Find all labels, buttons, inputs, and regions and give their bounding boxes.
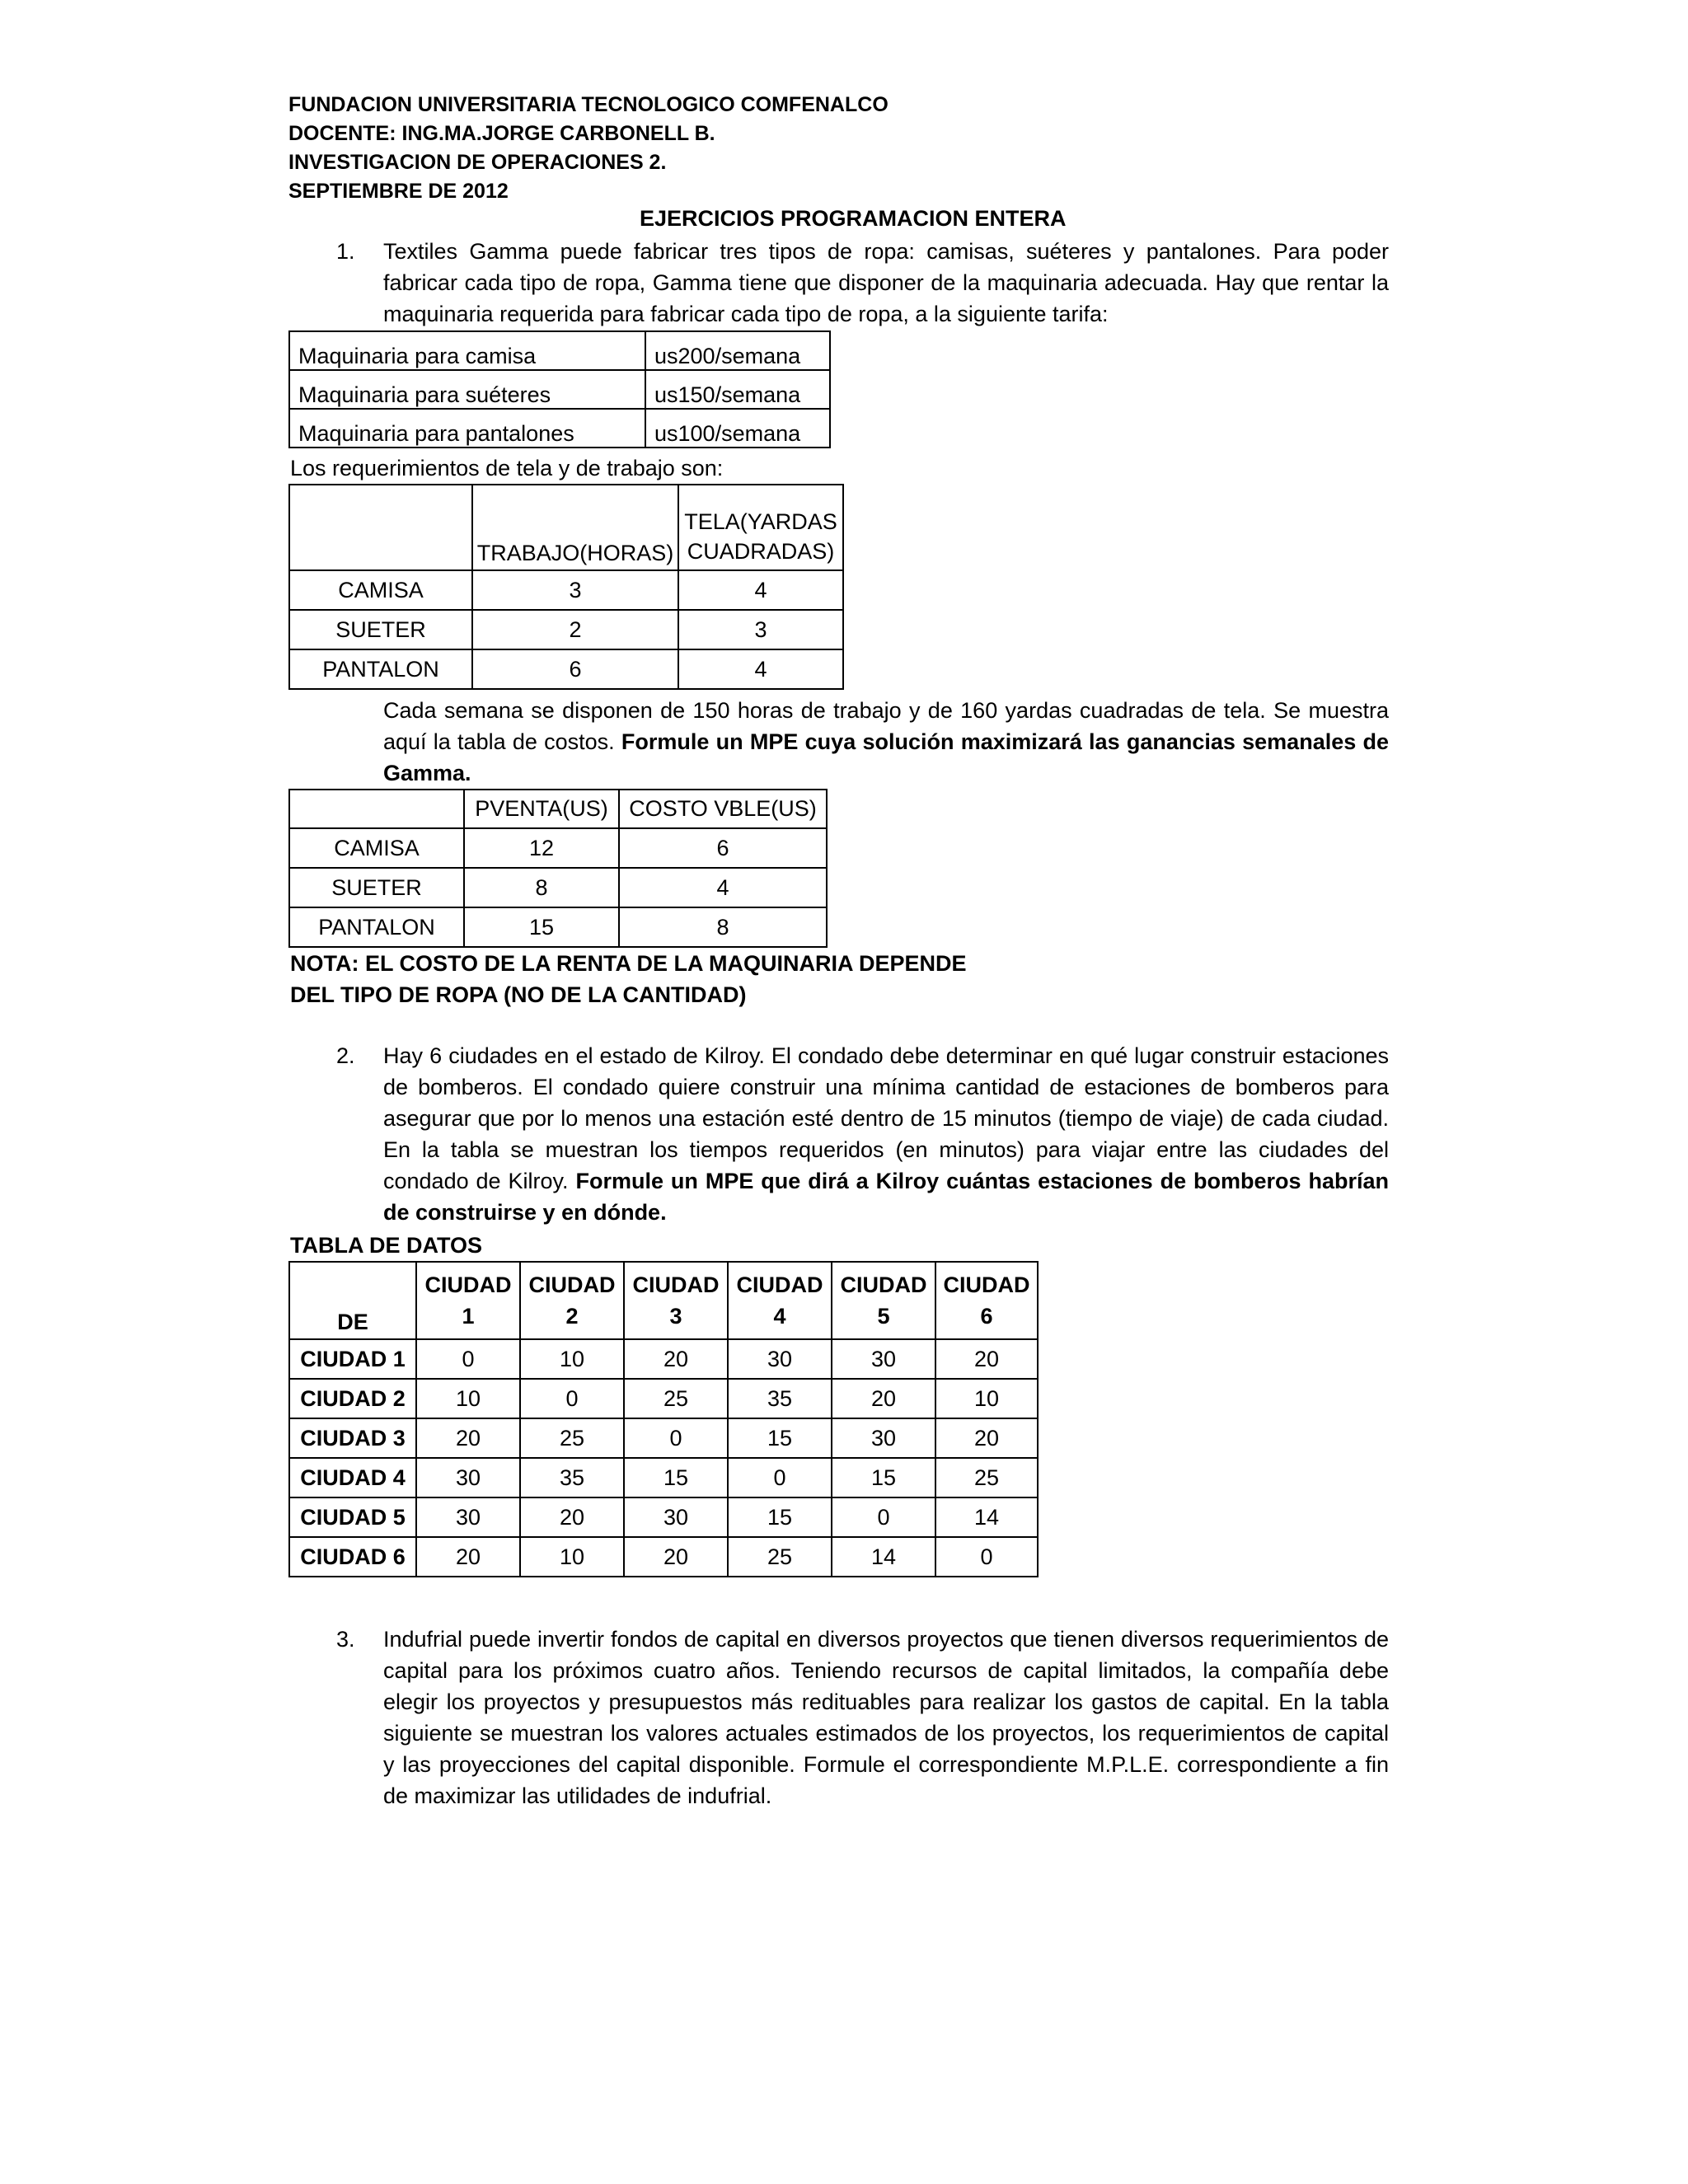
table-header-row <box>289 1262 1038 1339</box>
table-row <box>289 570 843 610</box>
table-cell: Maquinaria para camisa <box>289 331 645 370</box>
table-row <box>289 485 843 570</box>
table-cell: 15 <box>624 1458 728 1497</box>
table-row <box>289 1537 1038 1577</box>
column-header-word: CIUDAD <box>736 1272 823 1297</box>
table-cell: 14 <box>935 1497 1038 1537</box>
exercise-1-statement <box>383 695 1389 789</box>
column-header-number: 3 <box>669 1304 682 1329</box>
row-header-cell: CIUDAD 1 <box>289 1339 416 1379</box>
row-header-cell: CIUDAD 5 <box>289 1497 416 1537</box>
table-row <box>289 868 827 907</box>
exercise-1-number: 1. <box>336 239 355 264</box>
table-corner-cell: DE <box>289 1262 416 1339</box>
table-cell: 20 <box>935 1418 1038 1458</box>
column-header-word: CIUDAD <box>632 1272 720 1297</box>
table-cell: us200/semana <box>645 331 830 370</box>
table-cell: 30 <box>624 1497 728 1537</box>
table-cell: 30 <box>832 1418 935 1458</box>
table-row <box>289 649 843 689</box>
table-cell: 0 <box>416 1339 520 1379</box>
table-row <box>289 1339 1038 1379</box>
table-cell: 14 <box>832 1537 935 1577</box>
cost-table <box>288 789 828 948</box>
table-cell: 10 <box>416 1379 520 1418</box>
table-cell: 30 <box>416 1497 520 1537</box>
table-cell: 2 <box>472 610 678 649</box>
table-cell: 6 <box>619 828 827 868</box>
table-cell: PANTALON <box>289 649 472 689</box>
table-cell: CAMISA <box>289 570 472 610</box>
column-header-city-4 <box>728 1262 832 1339</box>
table-row <box>289 1379 1038 1418</box>
table-header-cell: TRABAJO(HORAS) <box>472 485 678 570</box>
header-course: INVESTIGACION DE OPERACIONES 2. <box>288 151 667 174</box>
note-line-1: NOTA: EL COSTO DE LA RENTA DE LA MAQUINARIA DEPENDE <box>290 951 967 976</box>
table-cell: 0 <box>935 1537 1038 1577</box>
table-cell: us100/semana <box>645 409 830 448</box>
table-header-cell: TELA(YARDAS CUADRADAS) <box>678 485 843 570</box>
table-row <box>289 1458 1038 1497</box>
table-cell: 35 <box>520 1458 624 1497</box>
table-cell: 30 <box>728 1339 832 1379</box>
table-header-cell: COSTO VBLE(US) <box>619 790 827 828</box>
statement-text: Hay 6 ciudades en el estado de Kilroy. El condado debe determinar en qué lugar construir estaciones de bomberos. El condado quiere construir una mínima cantidad de estaciones de bomberos para asegurar que por lo menos una estación esté dentro de 15 minutos (tiempo de viaje) de cada ciudad. En la tabla se muestran los tiempos requeridos (en minutos) para viajar entre las ciudades del condado de Kilroy. <box>383 1043 1389 1193</box>
header-institution: FUNDACION UNIVERSITARIA TECNOLOGICO COMFENALCO <box>288 93 889 116</box>
table-cell: SUETER <box>289 610 472 649</box>
machinery-rent-table <box>288 330 831 448</box>
exercise-3-statement: Indufrial puede invertir fondos de capital en diversos proyectos que tienen diversos requerimientos de capital para los próximos cuatro años. Teniendo recursos de capital limitados, la compañía debe elegir los proyectos y presupuestos más redituables para realizar los gastos de capital. En la tabla siguiente se muestran los valores actuales estimados de los proyectos, los requerimientos de capital y las proyecciones del capital disponible. Formule el correspondiente M.P.L.E. correspondiente a fin de maximizar las utilidades de indufrial. <box>383 1627 1389 1808</box>
table-row <box>289 907 827 947</box>
column-header-word: CIUDAD <box>943 1272 1030 1297</box>
header-teacher: DOCENTE: ING.MA.JORGE CARBONELL B. <box>288 122 715 145</box>
table-cell: 4 <box>678 649 843 689</box>
table-cell: 25 <box>935 1458 1038 1497</box>
table-cell: CAMISA <box>289 828 464 868</box>
table-cell: 10 <box>520 1537 624 1577</box>
table-cell: 20 <box>520 1497 624 1537</box>
table-cell: 30 <box>832 1339 935 1379</box>
table-cell: 0 <box>520 1379 624 1418</box>
column-header-word: CIUDAD <box>840 1272 927 1297</box>
table-header-cell: PVENTA(US) <box>464 790 619 828</box>
table-cell: 3 <box>678 610 843 649</box>
table-cell: 35 <box>728 1379 832 1418</box>
exercise-1-intro: Textiles Gamma puede fabricar tres tipos de ropa: camisas, suéteres y pantalones. Para poder fabricar cada tipo de ropa, Gamma tiene que disponer de la maquinaria adecuada. Hay que rentar la maquinaria requerida para fabricar cada tipo de ropa, a la siguiente tarifa: <box>383 239 1389 326</box>
table-cell: 3 <box>472 570 678 610</box>
note-line-2: DEL TIPO DE ROPA (NO DE LA CANTIDAD) <box>290 982 747 1007</box>
table-cell: 20 <box>935 1339 1038 1379</box>
note <box>290 948 967 1010</box>
row-header-cell: CIUDAD 6 <box>289 1537 416 1577</box>
column-header-word: CIUDAD <box>424 1272 512 1297</box>
table-cell: 4 <box>678 570 843 610</box>
requirements-intro: Los requerimientos de tela y de trabajo son: <box>290 456 724 480</box>
table-cell: 0 <box>832 1497 935 1537</box>
exercise-2-statement <box>383 1040 1389 1228</box>
statement-task: Formule un MPE cuya solución maximizará las ganancias semanales de Gamma. <box>383 729 1389 785</box>
table-cell: Maquinaria para suéteres <box>289 370 645 409</box>
table-cell: 20 <box>832 1379 935 1418</box>
table-cell: 15 <box>832 1458 935 1497</box>
column-header-number: 4 <box>773 1304 786 1329</box>
requirements-table <box>288 484 844 690</box>
row-header-cell: CIUDAD 3 <box>289 1418 416 1458</box>
table-cell: 6 <box>472 649 678 689</box>
table-row <box>289 409 830 448</box>
row-header-cell: CIUDAD 4 <box>289 1458 416 1497</box>
table-row <box>289 790 827 828</box>
row-header-cell: CIUDAD 2 <box>289 1379 416 1418</box>
table-cell: 20 <box>624 1537 728 1577</box>
column-header-number: 2 <box>565 1304 579 1329</box>
table-cell: 25 <box>520 1418 624 1458</box>
column-header-city-3 <box>624 1262 728 1339</box>
header-date: SEPTIEMBRE DE 2012 <box>288 180 509 203</box>
table-cell: 15 <box>728 1497 832 1537</box>
table-row <box>289 331 830 370</box>
table-row <box>289 1497 1038 1537</box>
table-cell: 25 <box>728 1537 832 1577</box>
table-cell: 15 <box>728 1418 832 1458</box>
table-cell: 12 <box>464 828 619 868</box>
column-header-city-2 <box>520 1262 624 1339</box>
table-row <box>289 1418 1038 1458</box>
column-header-city-6 <box>935 1262 1038 1339</box>
data-table-title: TABLA DE DATOS <box>290 1233 482 1258</box>
document-header <box>288 91 889 206</box>
table-cell: 20 <box>624 1339 728 1379</box>
table-row <box>289 828 827 868</box>
table-cell: Maquinaria para pantalones <box>289 409 645 448</box>
table-cell: 0 <box>624 1418 728 1458</box>
table-row <box>289 610 843 649</box>
table-cell: 0 <box>728 1458 832 1497</box>
exercise-3-number: 3. <box>336 1627 355 1652</box>
table-cell: 25 <box>624 1379 728 1418</box>
table-cell: 8 <box>464 868 619 907</box>
table-cell: 10 <box>935 1379 1038 1418</box>
table-cell: us150/semana <box>645 370 830 409</box>
statement-task: Formule un MPE que dirá a Kilroy cuántas estaciones de bomberos habrían de construirse y en dónde. <box>383 1169 1390 1225</box>
table-cell: 4 <box>619 868 827 907</box>
column-header-number: 6 <box>980 1304 993 1329</box>
exercise-2-number: 2. <box>336 1043 355 1068</box>
table-cell: 10 <box>520 1339 624 1379</box>
column-header-word: CIUDAD <box>528 1272 616 1297</box>
table-cell: 20 <box>416 1418 520 1458</box>
table-cell: SUETER <box>289 868 464 907</box>
table-cell <box>289 790 464 828</box>
travel-time-table <box>288 1261 1039 1577</box>
table-cell: PANTALON <box>289 907 464 947</box>
column-header-city-5 <box>832 1262 935 1339</box>
table-cell <box>289 485 472 570</box>
column-header-city-1 <box>416 1262 520 1339</box>
table-cell: 15 <box>464 907 619 947</box>
column-header-number: 5 <box>877 1304 890 1329</box>
column-header-number: 1 <box>462 1304 475 1329</box>
table-cell: 8 <box>619 907 827 947</box>
table-row <box>289 370 830 409</box>
document-title: EJERCICIOS PROGRAMACION ENTERA <box>640 206 1067 231</box>
table-cell: 20 <box>416 1537 520 1577</box>
table-cell: 30 <box>416 1458 520 1497</box>
statement-text: Cada semana se disponen de 150 horas de trabajo y de 160 yardas cuadradas de tela. Se muestra aquí la tabla de costos. <box>383 698 1389 754</box>
